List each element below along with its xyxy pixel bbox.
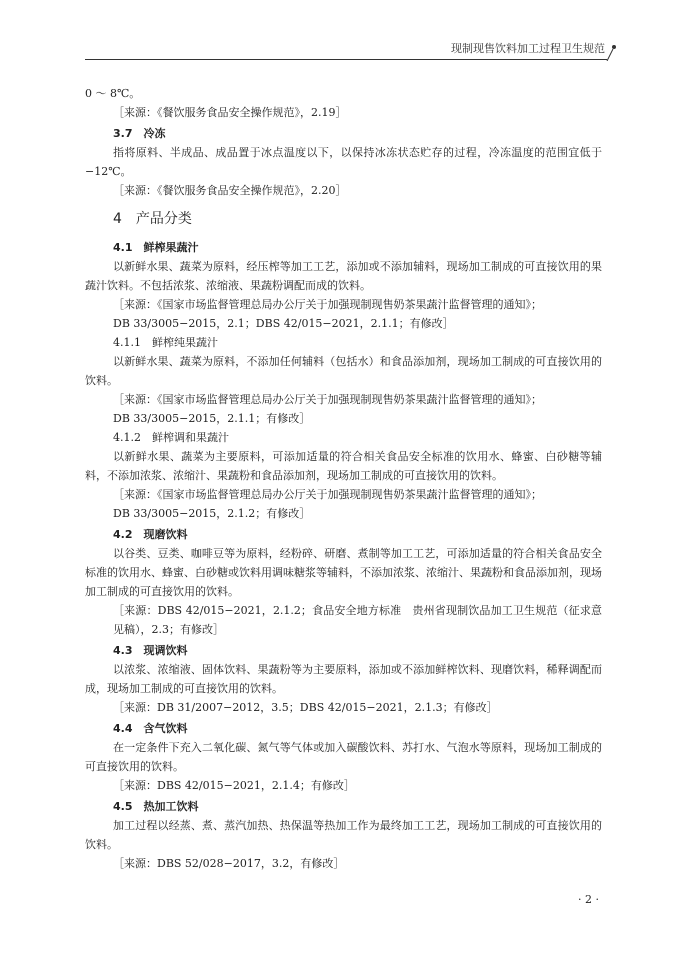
source-reference: ［来源：DBS 42/015−2021，2.1.2；食品安全地方标准 贵州省现制饮品加工卫生规范（征求意见稿），2.3；有修改］: [113, 604, 602, 636]
section-heading: 4.2 现磨饮料: [113, 528, 188, 541]
header-title: 现制现售饮料加工过程卫生规范: [451, 42, 605, 55]
subsection-heading: 4.1.1 鲜榨纯果蔬汁: [113, 336, 218, 349]
header-slash-icon: [605, 39, 619, 61]
paragraph: 以谷类、豆类、咖啡豆等为原料，经粉碎、研磨、煮制等加工工艺，可添加适量的符合相关食品安全标准的饮用水、蜂蜜、白砂糖或饮料用调味糖浆等辅料，不添加浓浆、浓缩汁、果蔬粉和食品添加剂，现场加工制成的可直接饮用的饮料。: [85, 547, 602, 598]
paragraph: 以新鲜水果、蔬菜为原料，经压榨等加工工艺，添加或不添加辅料，现场加工制成的可直接饮用的果蔬汁饮料。不包括浓浆、浓缩液、果蔬粉调配而成的饮料。: [85, 260, 602, 292]
document-body: [85, 84, 602, 873]
section-heading: 4.3 现调饮料: [113, 644, 188, 657]
source-reference: ［来源：DBS 52/028−2017，3.2，有修改］: [113, 857, 345, 870]
section-heading: 4.1 鲜榨果蔬汁: [113, 241, 199, 254]
subsection-heading: 4.1.2 鲜榨调和果蔬汁: [113, 431, 229, 444]
paragraph: 指将原料、半成品、成品置于冰点温度以下，以保持冰冻状态贮存的过程，冷冻温度的范围宜低于 −12℃。: [85, 146, 602, 178]
paragraph: 以新鲜水果、蔬菜为原料，不添加任何辅料（包括水）和食品添加剂，现场加工制成的可直接饮用的饮料。: [85, 355, 602, 387]
source-reference: ［来源：DB 31/2007−2012，3.5；DBS 42/015−2021，2.1.3；有修改］: [113, 701, 498, 714]
paragraph: 以新鲜水果、蔬菜为主要原料，可添加适量的符合相关食品安全标准的饮用水、蜂蜜、白砂糖等辅料，不添加浓浆、浓缩汁、果蔬粉和食品添加剂，现场加工制成的可直接饮用的饮料。: [85, 450, 602, 482]
source-reference: ［来源：《餐饮服务食品安全操作规范》，2.19］: [113, 106, 347, 119]
source-reference-continued: DB 33/3005−2015，2.1.1；有修改］: [113, 412, 311, 425]
section-heading: 4.5 热加工饮料: [113, 800, 199, 813]
source-reference: ［来源：《国家市场监督管理总局办公厅关于加强现制现售奶茶果蔬汁监督管理的通知》；: [113, 298, 542, 311]
source-reference: ［来源：《国家市场监督管理总局办公厅关于加强现制现售奶茶果蔬汁监督管理的通知》；: [113, 488, 542, 501]
paragraph: 加工过程以经蒸、煮、蒸汽加热、热保温等热加工作为最终加工工艺，现场加工制成的可直接饮用的饮料。: [85, 819, 602, 851]
source-reference: ［来源：DBS 42/015−2021，2.1.4；有修改］: [113, 779, 355, 792]
paragraph: 0 ～ 8℃。: [85, 87, 141, 100]
section-heading: 4.4 含气饮料: [113, 722, 188, 735]
section-heading: 3.7 冷冻: [113, 127, 166, 140]
header-rule: [85, 59, 607, 60]
source-reference: ［来源：《餐饮服务食品安全操作规范》，2.20］: [113, 184, 347, 197]
source-reference-continued: DB 33/3005−2015，2.1.2；有修改］: [113, 507, 311, 520]
paragraph: 以浓浆、浓缩液、固体饮料、果蔬粉等为主要原料，添加或不添加鲜榨饮料、现磨饮料，稀释调配而成，现场加工制成的可直接饮用的饮料。: [85, 663, 602, 695]
source-reference-continued: DB 33/3005−2015，2.1；DBS 42/015−2021，2.1.1；有修改］: [113, 317, 454, 330]
page-header: [85, 38, 625, 60]
page-number: · 2 ·: [578, 893, 599, 906]
chapter-heading: 4 产品分类: [113, 211, 192, 227]
paragraph: 在一定条件下充入二氧化碳、氮气等气体或加入碳酸饮料、苏打水、气泡水等原料，现场加工制成的可直接饮用的饮料。: [85, 741, 602, 773]
source-reference: ［来源：《国家市场监督管理总局办公厅关于加强现制现售奶茶果蔬汁监督管理的通知》；: [113, 393, 542, 406]
